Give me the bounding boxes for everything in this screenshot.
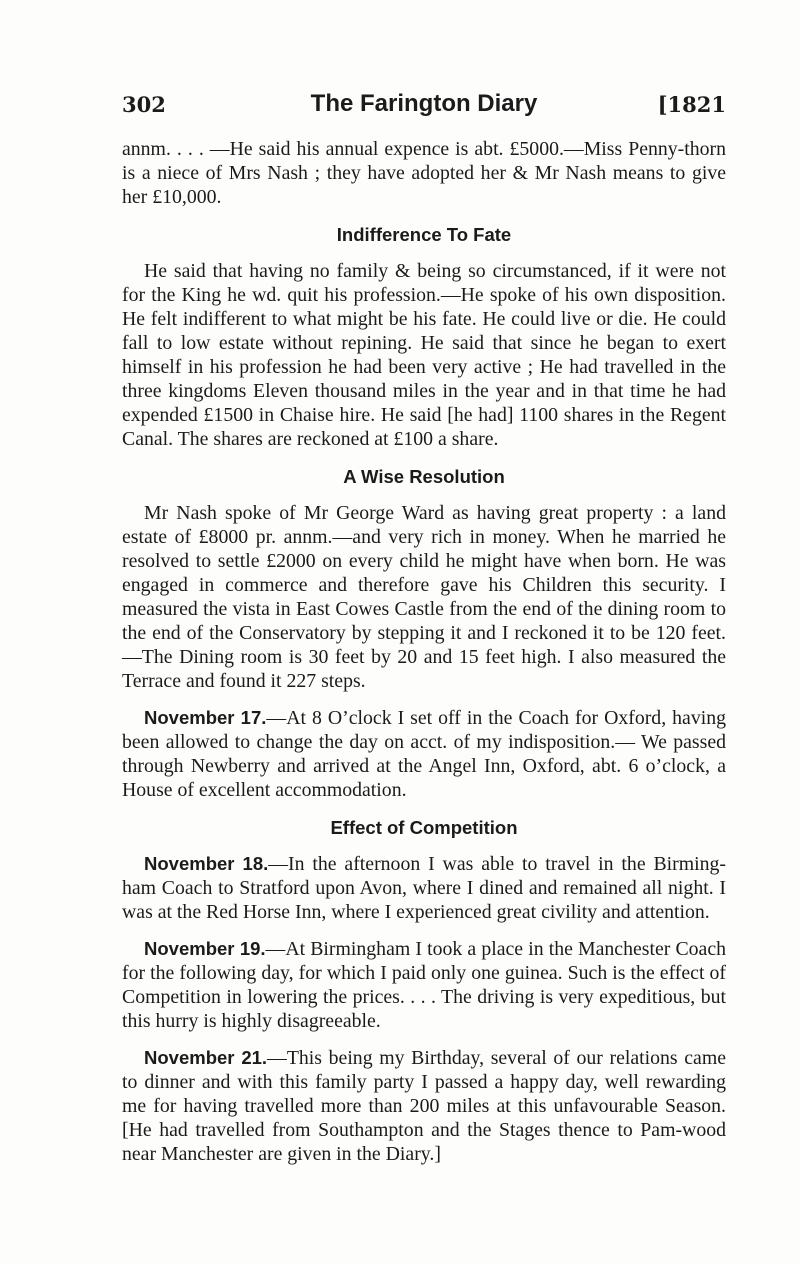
entry-november-21 — [122, 1046, 726, 1166]
paragraph-3: Mr Nash spoke of Mr George Ward as having great property : a land estate of £8000 pr. annm.—and very rich in money. When he married he resolved to settle £2000 on every child he might have when born. He was engaged in commerce and therefore gave his Children this security. I measured the vista in East Cowes Castle from the end of the dining room to the end of the Conservatory by stepping it and I reckoned it to be 120 feet.—The Dining room is 30 feet by 20 and 15 feet high. I also measured the Terrace and found it 227 steps. — [122, 502, 726, 692]
entry-date: November 21. — [144, 1047, 268, 1068]
entry-text: —This being my Birthday, several of our relations came to dinner and with this family party I passed a happy day, well rewarding me for having travelled more than 200 miles at this unfavourable Season. [He had travelled from Southampton and the Stages thence to Pam-wood near Manchester are given in the Diary.] — [122, 1047, 726, 1165]
entry-november-17 — [122, 706, 726, 802]
heading-indifference-to-fate: Indifference To Fate — [336, 224, 512, 245]
running-head — [122, 92, 726, 122]
entry-date: November 17. — [144, 707, 267, 728]
heading-a-wise-resolution: A Wise Resolution — [343, 466, 505, 487]
body-text — [122, 137, 726, 1166]
entry-november-19 — [122, 937, 726, 1033]
entry-text: —At Birmingham I took a place in the Manchester Coach for the following day, for which I paid only one guinea. Such is the effect of Competition in lowering the prices. . . . The driving is very expeditious, but this hurry is highly disagreeable. — [122, 938, 726, 1032]
entry-november-18 — [122, 852, 726, 924]
entry-date: November 18. — [144, 853, 269, 874]
running-title: The Farington Diary — [310, 90, 538, 117]
running-year: [1821 — [657, 92, 726, 117]
heading-effect-of-competition: Effect of Competition — [330, 817, 518, 838]
entry-text: —At 8 O’clock I set off in the Coach for Oxford, having been allowed to change the day on acct. of my indisposition.— We passed through Newberry and arrived at the Angel Inn, Oxford, abt. 6 o’clock, a House of excellent accommodation. — [122, 707, 726, 801]
paragraph-2: He said that having no family & being so circumstanced, if it were not for the King he wd. quit his profession.—He spoke of his own disposition. He felt indifferent to what might be his fate. He could live or die. He could fall to low estate without repining. He said that since he began to exert himself in his profession he had been very active ; He had travelled in the three kingdoms Eleven thousand miles in the year and in that time he had expended £1500 in Chaise hire. He said [he had] 1100 shares in the Regent Canal. The shares are reckoned at £100 a share. — [122, 260, 726, 450]
entry-date: November 19. — [144, 938, 266, 959]
entry-text: —In the afternoon I was able to travel in the Birming-ham Coach to Stratford upon Avon, where I dined and remained all night. I was at the Red Horse Inn, where I experienced great civility and attention. — [122, 853, 726, 923]
paragraph-1: annm. . . . —He said his annual expence is abt. £5000.—Miss Penny-thorn is a niece of Mrs Nash ; they have adopted her & Mr Nash means to give her £10,000. — [122, 138, 726, 208]
page-number: 302 — [122, 92, 166, 117]
